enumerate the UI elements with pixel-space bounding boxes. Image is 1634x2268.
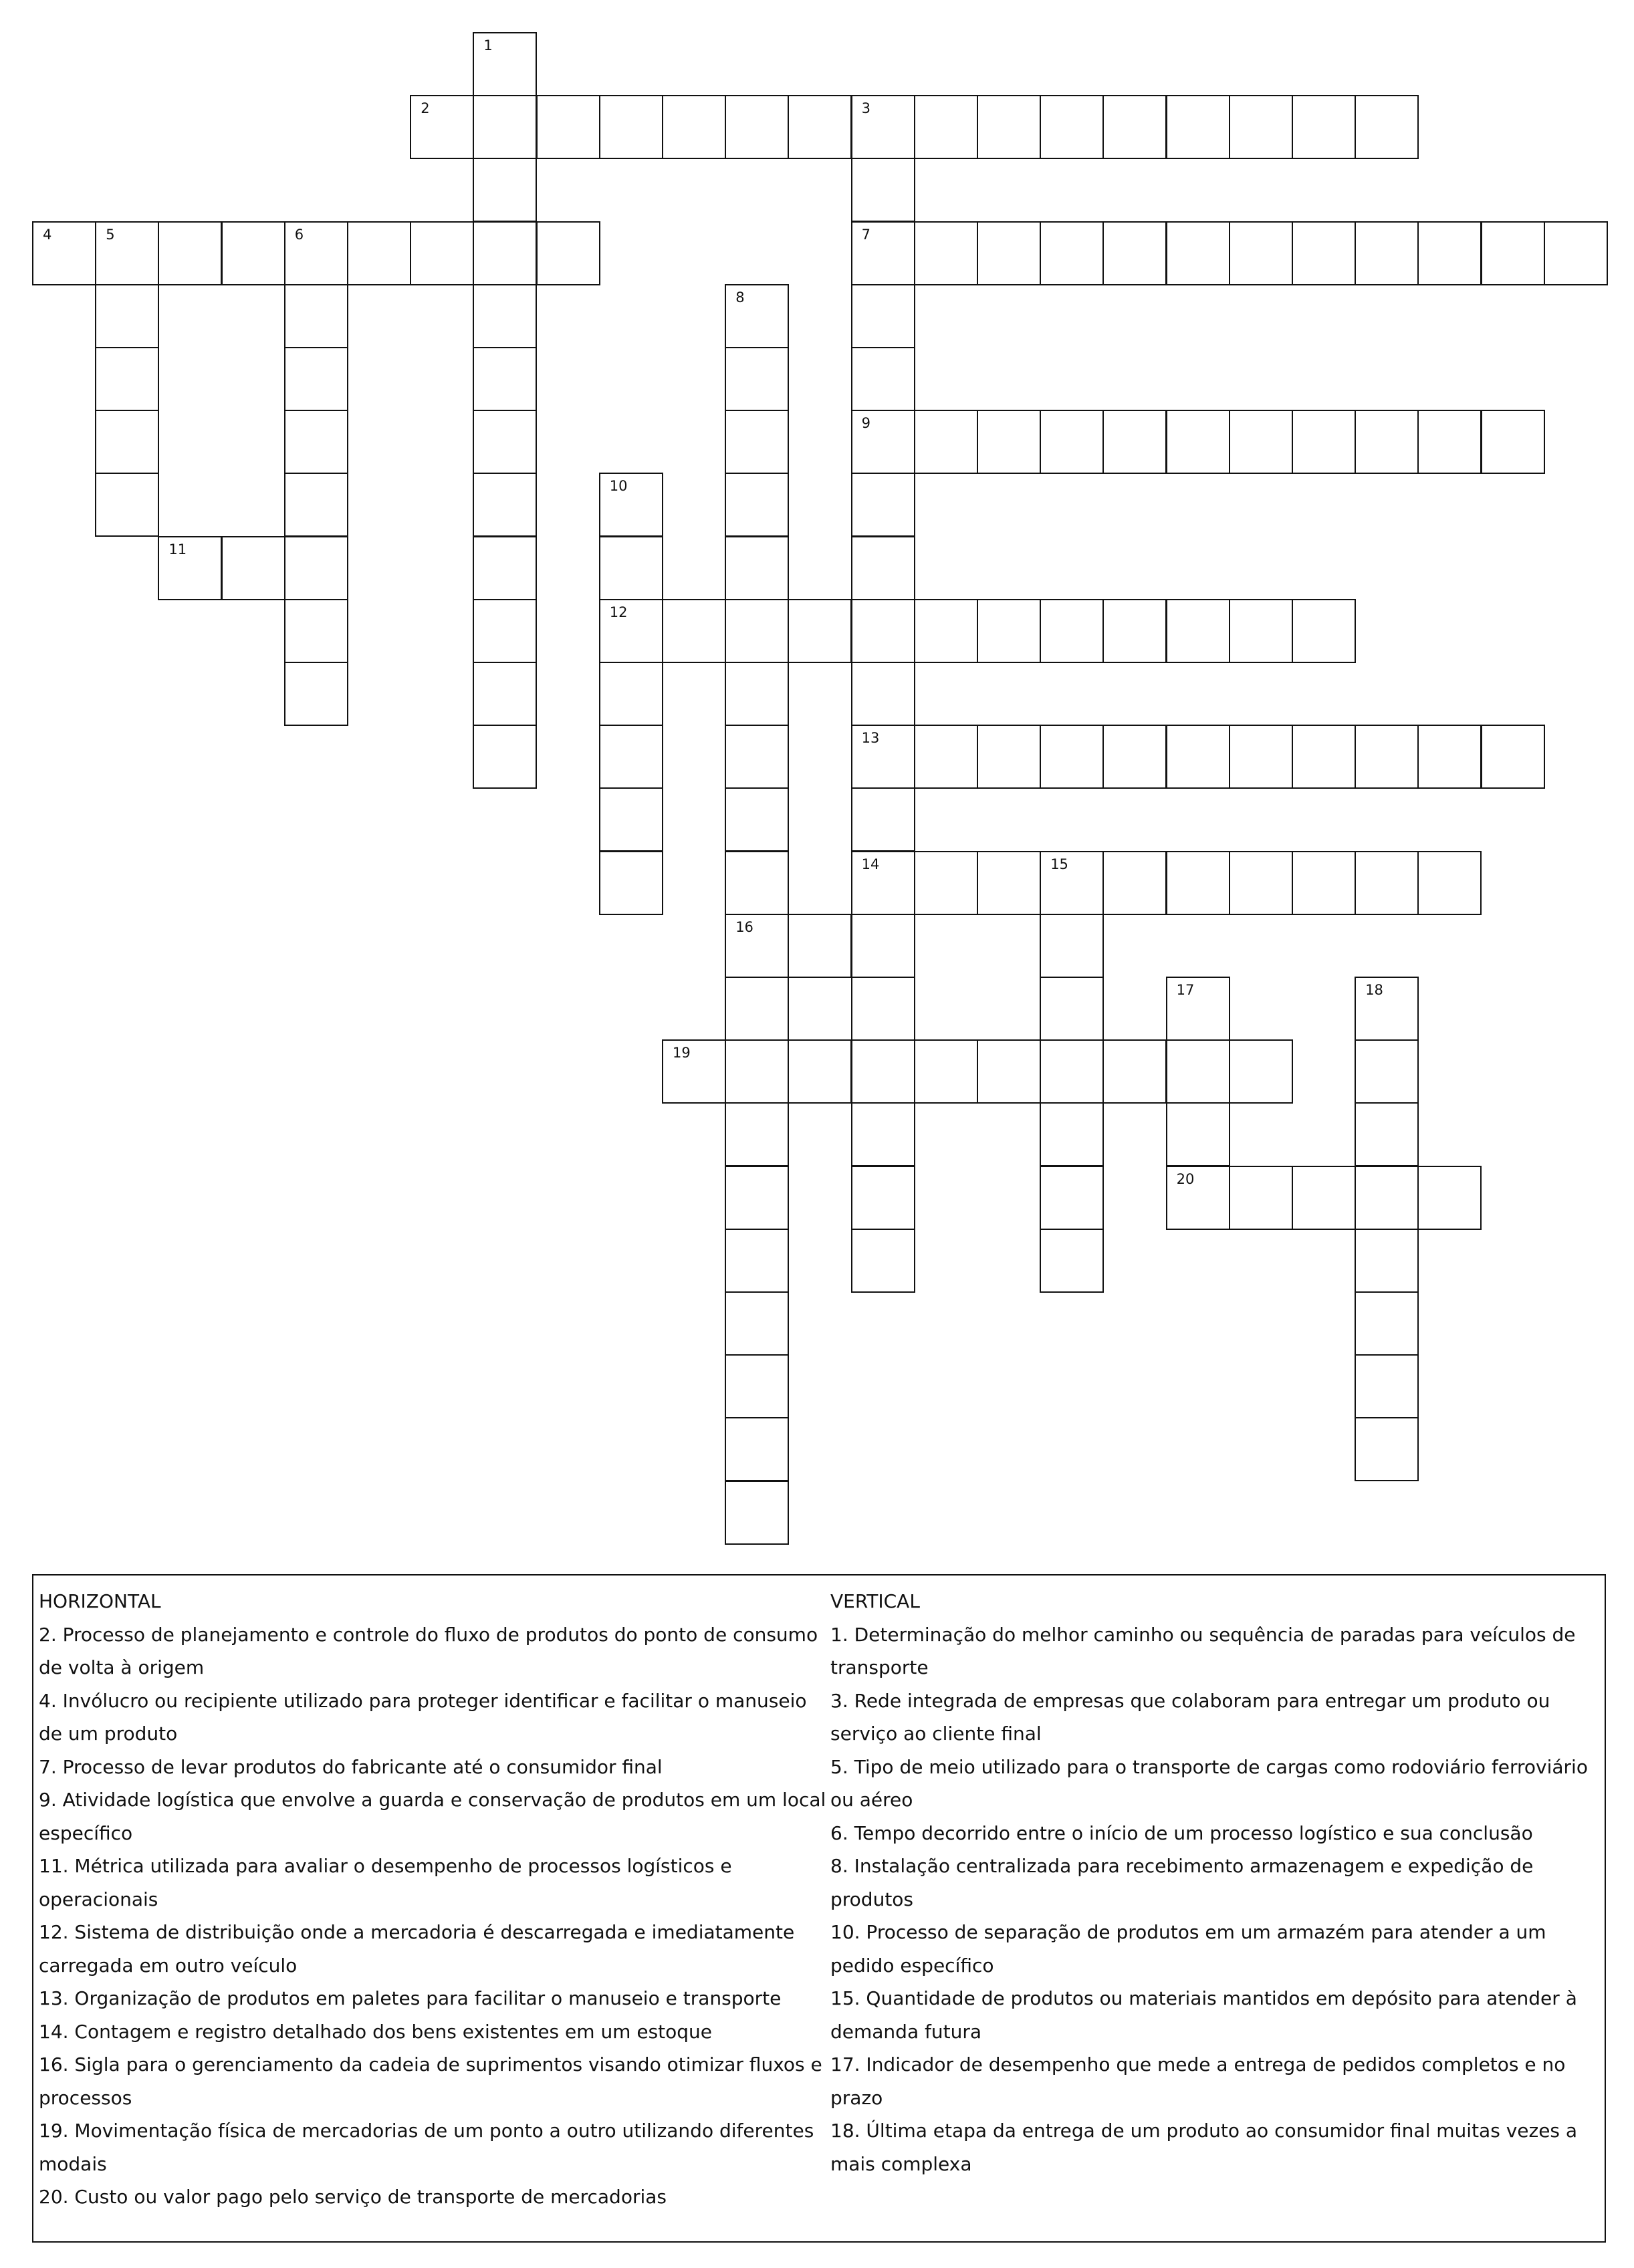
grid-cell[interactable] xyxy=(1040,1166,1104,1230)
grid-cell-1[interactable] xyxy=(473,32,537,96)
grid-cell[interactable] xyxy=(473,95,537,159)
grid-cell[interactable] xyxy=(284,347,348,411)
clue-item: 4. Invólucro ou recipiente utilizado para proteger identificar e facilitar o manuseio de um produto xyxy=(39,1689,807,1745)
grid-cell[interactable] xyxy=(1102,599,1167,663)
grid-cell[interactable] xyxy=(914,851,978,915)
grid-cell[interactable] xyxy=(725,410,789,474)
clues-box xyxy=(32,1574,1606,2243)
grid-cell[interactable] xyxy=(851,662,915,726)
grid-cell[interactable] xyxy=(1166,599,1230,663)
grid-cell[interactable] xyxy=(725,1039,789,1104)
grid-cell[interactable] xyxy=(977,410,1041,474)
grid-cell[interactable] xyxy=(725,725,789,789)
grid-cell[interactable] xyxy=(1229,410,1293,474)
grid-cell[interactable] xyxy=(95,473,159,537)
grid-cell[interactable] xyxy=(788,599,852,663)
grid-cell-20[interactable] xyxy=(1166,1166,1230,1230)
clue-number: 11 xyxy=(168,541,187,557)
grid-cell[interactable] xyxy=(1102,410,1167,474)
grid-cell[interactable] xyxy=(284,410,348,474)
grid-cell-8[interactable] xyxy=(725,284,789,348)
clue-item: 8. Instalação centralizada para recebimento armazenagem e expedição de produtos xyxy=(830,1855,1534,1910)
grid-cell[interactable] xyxy=(1355,851,1419,915)
grid-cell[interactable] xyxy=(1040,914,1104,978)
grid-cell[interactable] xyxy=(725,599,789,663)
grid-cell-14[interactable] xyxy=(851,851,915,915)
grid-cell[interactable] xyxy=(725,347,789,411)
grid-cell[interactable] xyxy=(473,662,537,726)
grid-cell[interactable] xyxy=(536,221,600,285)
grid-cell[interactable] xyxy=(662,599,726,663)
clue-item: 3. Rede integrada de empresas que colaboram para entregar um produto ou serviço ao cliente final xyxy=(830,1689,1550,1745)
grid-cell-10[interactable] xyxy=(599,473,663,537)
horizontal-title: HORIZONTAL xyxy=(39,1590,161,1612)
grid-cell[interactable] xyxy=(725,1354,789,1418)
grid-cell[interactable] xyxy=(347,221,411,285)
grid-cell-15[interactable] xyxy=(1040,851,1104,915)
grid-cell[interactable] xyxy=(284,536,348,600)
grid-cell[interactable] xyxy=(284,284,348,348)
grid-cell[interactable] xyxy=(1166,1102,1230,1166)
grid-cell[interactable] xyxy=(1102,221,1167,285)
horizontal-clues xyxy=(39,1585,831,2214)
grid-cell[interactable] xyxy=(1040,977,1104,1041)
grid-cell[interactable] xyxy=(977,599,1041,663)
grid-cell[interactable] xyxy=(851,787,915,852)
grid-cell[interactable] xyxy=(599,787,663,852)
grid-cell[interactable] xyxy=(284,473,348,537)
grid-cell[interactable] xyxy=(95,347,159,411)
grid-cell[interactable] xyxy=(1166,95,1230,159)
clue-item: 12. Sistema de distribuição onde a mercadoria é descarregada e imediatamente carregada em outro veículo xyxy=(39,1921,795,1977)
grid-cell[interactable] xyxy=(851,1102,915,1166)
grid-cell[interactable] xyxy=(914,221,978,285)
grid-cell[interactable] xyxy=(1355,410,1419,474)
grid-cell[interactable] xyxy=(1229,851,1293,915)
clue-number: 20 xyxy=(1176,1170,1195,1187)
grid-cell-13[interactable] xyxy=(851,725,915,789)
grid-cell[interactable] xyxy=(1102,725,1167,789)
clue-number: 4 xyxy=(43,226,52,243)
grid-cell[interactable] xyxy=(1040,725,1104,789)
clue-item: 6. Tempo decorrido entre o início de um processo logístico e sua conclusão xyxy=(830,1821,1533,1844)
grid-cell[interactable] xyxy=(473,284,537,348)
grid-cell[interactable] xyxy=(725,1417,789,1481)
clue-number: 18 xyxy=(1365,982,1383,998)
grid-cell[interactable] xyxy=(473,158,537,222)
grid-cell[interactable] xyxy=(410,221,474,285)
clue-number: 3 xyxy=(861,100,870,117)
grid-cell[interactable] xyxy=(914,725,978,789)
clue-item: 10. Processo de separação de produtos em um armazém para atender a um pedido específico xyxy=(830,1921,1546,1977)
grid-cell[interactable] xyxy=(851,599,915,663)
grid-cell[interactable] xyxy=(851,1039,915,1104)
grid-cell[interactable] xyxy=(158,221,222,285)
grid-cell[interactable] xyxy=(725,1166,789,1230)
grid-cell[interactable] xyxy=(977,1039,1041,1104)
grid-cell[interactable] xyxy=(1355,1166,1419,1230)
grid-cell[interactable] xyxy=(725,1229,789,1293)
grid-cell[interactable] xyxy=(95,284,159,348)
grid-cell[interactable] xyxy=(1229,95,1293,159)
grid-cell[interactable] xyxy=(725,662,789,726)
grid-cell[interactable] xyxy=(1292,599,1356,663)
clue-item: 16. Sigla para o gerenciamento da cadeia de suprimentos visando otimizar fluxos e processos xyxy=(39,2053,822,2109)
clue-number: 5 xyxy=(106,226,115,243)
grid-cell[interactable] xyxy=(914,1039,978,1104)
clue-number: 14 xyxy=(861,856,880,872)
grid-cell[interactable] xyxy=(1166,851,1230,915)
clue-number: 2 xyxy=(421,100,430,117)
grid-cell-18[interactable] xyxy=(1355,977,1419,1041)
clue-item: 11. Métrica utilizada para avaliar o desempenho de processos logísticos e operacionais xyxy=(39,1855,732,1910)
grid-cell[interactable] xyxy=(284,599,348,663)
grid-cell[interactable] xyxy=(599,95,663,159)
grid-cell[interactable] xyxy=(1229,599,1293,663)
grid-cell[interactable] xyxy=(473,347,537,411)
grid-cell-5[interactable] xyxy=(95,221,159,285)
clue-number: 15 xyxy=(1050,856,1068,872)
grid-cell-12[interactable] xyxy=(599,599,663,663)
clue-item: 7. Processo de levar produtos do fabricante até o consumidor final xyxy=(39,1755,663,1778)
grid-cell[interactable] xyxy=(1040,95,1104,159)
clue-item: 19. Movimentação física de mercadorias de um ponto a outro utilizando diferentes modais xyxy=(39,2120,814,2175)
grid-cell[interactable] xyxy=(1040,1039,1104,1104)
grid-cell-16[interactable] xyxy=(725,914,789,978)
grid-cell[interactable] xyxy=(1292,1166,1356,1230)
grid-cell[interactable] xyxy=(977,95,1041,159)
grid-cell-9[interactable] xyxy=(851,410,915,474)
grid-cell[interactable] xyxy=(725,95,789,159)
grid-cell[interactable] xyxy=(725,1102,789,1166)
grid-cell[interactable] xyxy=(725,1291,789,1356)
grid-cell[interactable] xyxy=(851,536,915,600)
grid-cell[interactable] xyxy=(851,1229,915,1293)
clue-item: 17. Indicador de desempenho que mede a entrega de pedidos completos e no prazo xyxy=(830,2053,1566,2109)
grid-cell[interactable] xyxy=(914,410,978,474)
clue-item: 20. Custo ou valor pago pelo serviço de transporte de mercadorias xyxy=(39,2186,667,2208)
grid-cell-3[interactable] xyxy=(851,95,915,159)
grid-cell[interactable] xyxy=(1292,221,1356,285)
vertical-clues xyxy=(830,1585,1601,2180)
grid-cell[interactable] xyxy=(1355,1417,1419,1481)
grid-cell[interactable] xyxy=(1355,1354,1419,1418)
grid-cell[interactable] xyxy=(1229,1166,1293,1230)
grid-cell[interactable] xyxy=(1417,1166,1482,1230)
grid-cell[interactable] xyxy=(851,1166,915,1230)
grid-cell[interactable] xyxy=(1166,221,1230,285)
grid-cell[interactable] xyxy=(725,473,789,537)
grid-cell[interactable] xyxy=(1417,221,1482,285)
grid-cell[interactable] xyxy=(1355,1102,1419,1166)
grid-cell[interactable] xyxy=(473,410,537,474)
clue-number: 8 xyxy=(735,289,745,305)
grid-cell[interactable] xyxy=(1229,725,1293,789)
grid-cell[interactable] xyxy=(473,473,537,537)
clue-item: 9. Atividade logística que envolve a guarda e conservação de produtos em um local específico xyxy=(39,1789,826,1844)
grid-cell[interactable] xyxy=(977,851,1041,915)
grid-cell[interactable] xyxy=(1292,95,1356,159)
grid-cell-19[interactable] xyxy=(662,1039,726,1104)
grid-cell[interactable] xyxy=(725,851,789,915)
clue-number: 1 xyxy=(483,37,493,53)
clue-number: 17 xyxy=(1176,982,1195,998)
grid-cell[interactable] xyxy=(1417,410,1482,474)
grid-cell[interactable] xyxy=(977,221,1041,285)
grid-cell[interactable] xyxy=(977,725,1041,789)
grid-cell[interactable] xyxy=(1292,410,1356,474)
grid-cell[interactable] xyxy=(1355,1039,1419,1104)
grid-cell[interactable] xyxy=(1481,725,1545,789)
grid-cell[interactable] xyxy=(1040,221,1104,285)
vertical-title: VERTICAL xyxy=(830,1590,920,1612)
grid-cell[interactable] xyxy=(1481,221,1545,285)
grid-cell[interactable] xyxy=(914,95,978,159)
grid-cell[interactable] xyxy=(914,599,978,663)
grid-cell[interactable] xyxy=(221,221,285,285)
grid-cell-2[interactable] xyxy=(410,95,474,159)
grid-cell[interactable] xyxy=(788,1039,852,1104)
grid-cell[interactable] xyxy=(725,1481,789,1545)
grid-cell-11[interactable] xyxy=(158,536,222,600)
grid-cell[interactable] xyxy=(1040,1229,1104,1293)
grid-cell[interactable] xyxy=(851,473,915,537)
grid-cell-7[interactable] xyxy=(851,221,915,285)
clue-number: 10 xyxy=(609,478,628,495)
grid-cell[interactable] xyxy=(1481,410,1545,474)
grid-cell[interactable] xyxy=(599,851,663,915)
grid-cell-6[interactable] xyxy=(284,221,348,285)
grid-cell[interactable] xyxy=(1355,221,1419,285)
grid-cell[interactable] xyxy=(725,536,789,600)
grid-cell[interactable] xyxy=(1355,1229,1419,1293)
grid-cell-4[interactable] xyxy=(32,221,96,285)
grid-cell[interactable] xyxy=(1040,599,1104,663)
clue-item: 5. Tipo de meio utilizado para o transporte de cargas como rodoviário ferroviário ou aéreo xyxy=(830,1755,1588,1811)
grid-cell[interactable] xyxy=(536,95,600,159)
grid-cell[interactable] xyxy=(221,536,285,600)
grid-cell[interactable] xyxy=(599,725,663,789)
clue-item: 15. Quantidade de produtos ou materiais mantidos em depósito para atender à demanda futura xyxy=(830,1987,1577,2043)
grid-cell[interactable] xyxy=(599,536,663,600)
clue-number: 7 xyxy=(861,226,870,243)
clue-item: 2. Processo de planejamento e controle do fluxo de produtos do ponto de consumo de volta à origem xyxy=(39,1623,818,1678)
clue-item: 1. Determinação do melhor caminho ou sequência de paradas para veículos de transporte xyxy=(830,1623,1576,1678)
clue-number: 16 xyxy=(735,918,753,935)
grid-cell[interactable] xyxy=(1166,1039,1230,1104)
grid-cell[interactable] xyxy=(851,347,915,411)
grid-cell[interactable] xyxy=(725,977,789,1041)
grid-cell[interactable] xyxy=(851,914,915,978)
clue-number: 13 xyxy=(861,730,880,747)
clue-item: 18. Última etapa da entrega de um produto ao consumidor final muitas vezes a mais complexa xyxy=(830,2120,1578,2175)
grid-cell[interactable] xyxy=(1417,725,1482,789)
grid-cell-17[interactable] xyxy=(1166,977,1230,1041)
grid-cell[interactable] xyxy=(1292,851,1356,915)
grid-cell[interactable] xyxy=(473,599,537,663)
grid-cell[interactable] xyxy=(1355,1291,1419,1356)
grid-cell[interactable] xyxy=(1102,95,1167,159)
grid-cell[interactable] xyxy=(599,662,663,726)
grid-cell[interactable] xyxy=(788,914,852,978)
grid-cell[interactable] xyxy=(725,787,789,852)
grid-cell[interactable] xyxy=(1166,410,1230,474)
grid-cell[interactable] xyxy=(1292,725,1356,789)
grid-cell[interactable] xyxy=(1544,221,1608,285)
grid-cell[interactable] xyxy=(851,977,915,1041)
grid-cell[interactable] xyxy=(284,662,348,726)
clue-number: 12 xyxy=(609,604,628,620)
grid-cell[interactable] xyxy=(851,158,915,222)
grid-cell[interactable] xyxy=(1229,221,1293,285)
grid-cell[interactable] xyxy=(1166,725,1230,789)
grid-cell[interactable] xyxy=(473,536,537,600)
grid-cell[interactable] xyxy=(788,95,852,159)
grid-cell[interactable] xyxy=(1102,851,1167,915)
grid-cell[interactable] xyxy=(1102,1039,1167,1104)
clue-number: 6 xyxy=(294,226,304,243)
grid-cell[interactable] xyxy=(851,284,915,348)
clue-number: 9 xyxy=(861,415,870,432)
grid-cell[interactable] xyxy=(473,725,537,789)
grid-cell[interactable] xyxy=(662,95,726,159)
grid-cell[interactable] xyxy=(1417,851,1482,915)
grid-cell[interactable] xyxy=(1040,410,1104,474)
grid-cell[interactable] xyxy=(1229,1039,1293,1104)
clue-number: 19 xyxy=(673,1045,691,1061)
grid-cell[interactable] xyxy=(1355,725,1419,789)
grid-cell[interactable] xyxy=(473,221,537,285)
grid-cell[interactable] xyxy=(1355,95,1419,159)
clue-item: 14. Contagem e registro detalhado dos bens existentes em um estoque xyxy=(39,2020,713,2043)
clue-item: 13. Organização de produtos em paletes para facilitar o manuseio e transporte xyxy=(39,1987,782,2009)
grid-cell[interactable] xyxy=(95,410,159,474)
grid-cell[interactable] xyxy=(1040,1102,1104,1166)
